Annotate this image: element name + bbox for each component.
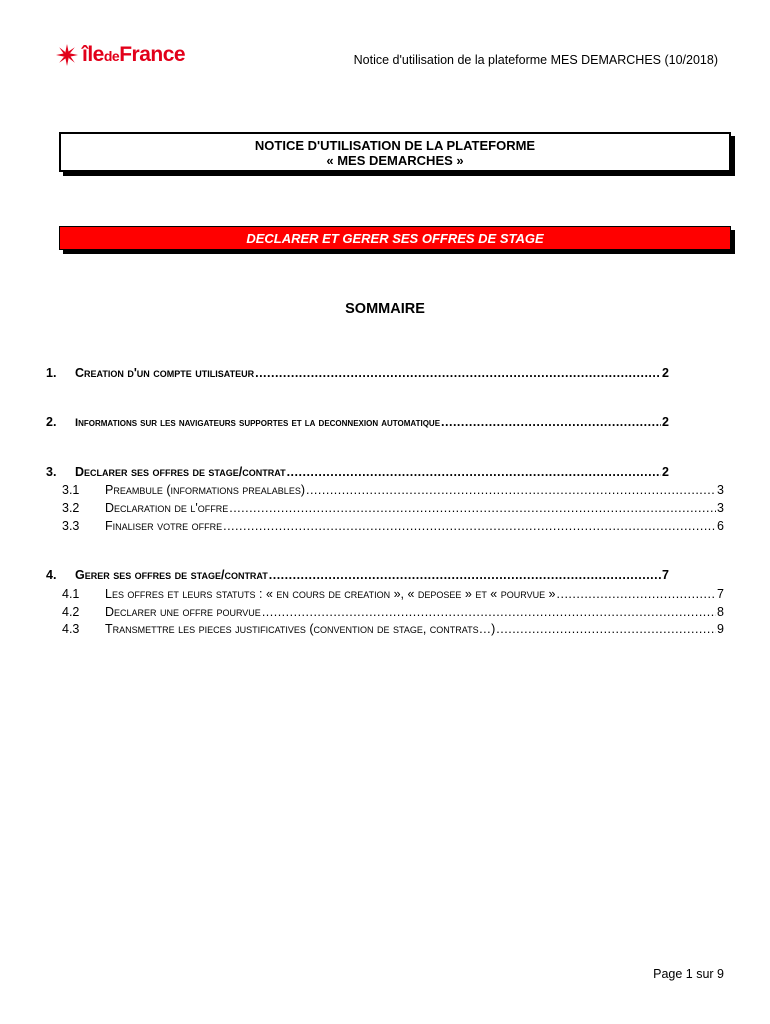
toc-entry-3[interactable]: 3. Declarer ses offres de stage/contrat ..... 2	[46, 465, 669, 479]
toc-entry-4[interactable]: 4. Gerer ses offres de stage/contrat ..... 7	[46, 568, 669, 582]
star-burst-icon	[56, 44, 78, 66]
ile-de-france-logo	[56, 42, 185, 68]
document-title-line1: NOTICE D'UTILISATION DE LA PLATEFORME	[254, 138, 536, 153]
toc-entry-4-2[interactable]: 4.2 Declarer une offre pourvue ..... 8	[62, 605, 724, 619]
toc-entry-1[interactable]: 1. Creation d'un compte utilisateur ..... 2	[46, 366, 669, 380]
document-title-line2: « MES DEMARCHES »	[326, 153, 464, 168]
document-title-box	[59, 132, 731, 172]
toc-entry-2[interactable]: 2. Informations sur les navigateurs supportes et la deconnexion automatique ..... 2	[46, 415, 669, 429]
toc-entry-4-3[interactable]: 4.3 Transmettre les pieces justificatives (convention de stage, contrats…) ..... 9	[62, 622, 724, 636]
section-banner: DECLARER ET GERER SES OFFRES DE STAGE	[59, 226, 731, 250]
toc-entry-3-3[interactable]: 3.3 Finaliser votre offre ..... 6	[62, 519, 724, 533]
toc-entry-4-1[interactable]: 4.1 Les offres et leurs statuts : « en cours de creation », « deposee » et « pourvue » ..... 7	[62, 587, 724, 601]
toc-entry-3-2[interactable]: 3.2 Declaration de l'offre ..... 3	[62, 501, 724, 515]
page-number: Page 1 sur 9	[653, 967, 724, 981]
logo-wordmark: îledeFrance	[82, 42, 186, 66]
toc-entry-3-1[interactable]: 3.1 Preambule (informations prealables) ..... 3	[62, 483, 724, 497]
sommaire-heading: SOMMAIRE	[345, 301, 425, 317]
header-note: Notice d'utilisation de la plateforme MES DEMARCHES (10/2018)	[353, 53, 718, 67]
